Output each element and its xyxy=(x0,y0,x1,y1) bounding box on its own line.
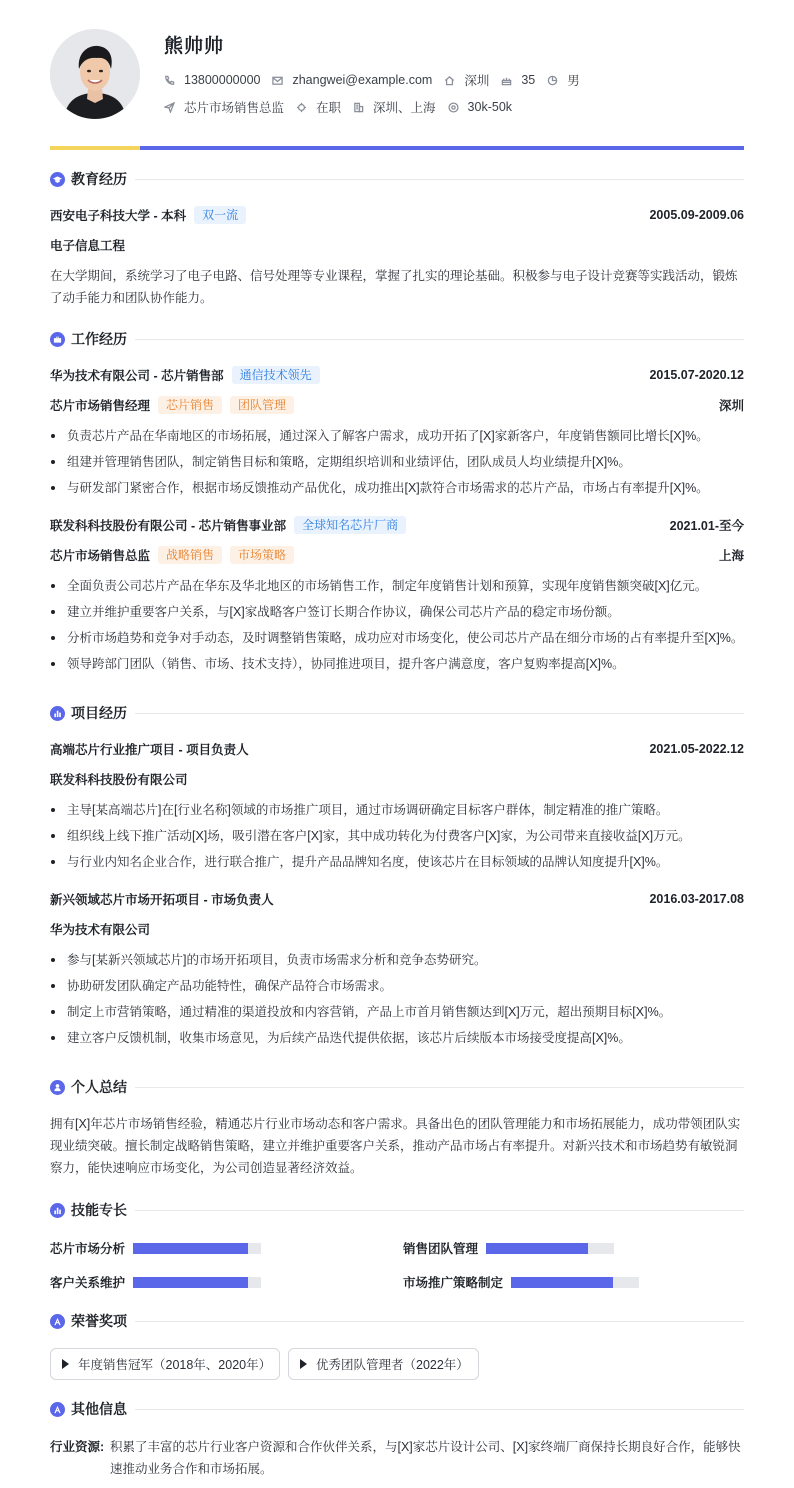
other-label: 行业资源: xyxy=(50,1440,105,1454)
section-title-text: 项目经历 xyxy=(71,705,127,721)
project-company-row xyxy=(50,770,744,788)
education-date: 2005.09-2009.06 xyxy=(649,208,744,222)
section-rule xyxy=(135,1210,744,1211)
project-header-row xyxy=(50,890,744,908)
summary-text: 拥有[X]年芯片市场销售经验，精通芯片行业市场动态和客户需求。具备出色的团队管理能力和市场拓展能力，成功带领团队实现业绩突破。擅长制定战略销售策略，建立并维护重要客户关系，推动产品市场占有率提升。对新兴技术和市场趋势有敏锐洞察力，能快速响应市场变化，为公司创造显著经济效益。 xyxy=(50,1117,741,1175)
cake-icon xyxy=(501,75,512,86)
list-item: 主导[某高端芯片]在[行业名称]领域的市场推广项目，通过市场调研确定目标客户群体，制定精准的推广策略。 xyxy=(50,797,744,823)
skill-bar-fill xyxy=(133,1277,248,1288)
major-name: 电子信息工程 xyxy=(50,239,126,253)
list-item: 参与[某新兴领域芯片]的市场开拓项目，负责市场需求分析和竞争态势研究。 xyxy=(50,947,744,973)
email-info xyxy=(272,73,432,87)
skill-item xyxy=(403,1239,614,1257)
city-info xyxy=(444,71,489,89)
list-item: 与研发部门紧密合作，根据市场反馈推动产品优化，成功推出[X]款符合市场需求的芯片产品，市场占有率提升[X]%。 xyxy=(50,475,744,501)
role-tag: 芯片销售 xyxy=(158,396,222,414)
list-item: 制定上市营销策略，通过精准的渠道投放和内容营销，产品上市首月销售额达到[X]万元，超出预期目标[X]%。 xyxy=(50,999,744,1025)
divider-blue xyxy=(140,146,744,150)
header-divider xyxy=(50,146,744,150)
job-role-row xyxy=(50,396,744,414)
other-text: 积累了丰富的芯片行业客户资源和合作伙伴关系，与[X]家芯片设计公司、[X]家终端厂商保持长期良好合作，能够快速推动业务合作和市场拓展。 xyxy=(110,1440,741,1476)
city-text: 深圳 xyxy=(464,74,490,88)
skill-item xyxy=(50,1273,261,1291)
status-info xyxy=(296,98,341,116)
briefcase-icon xyxy=(50,332,65,347)
bar-chart-icon xyxy=(50,1203,65,1218)
section-summary xyxy=(50,1077,744,1097)
skill-name: 市场推广策略制定 xyxy=(403,1276,504,1290)
section-rule xyxy=(135,1409,744,1410)
section-title-text: 个人总结 xyxy=(71,1079,127,1095)
section-skills xyxy=(50,1200,744,1220)
play-icon xyxy=(62,1359,69,1369)
school-tag: 双一流 xyxy=(194,206,246,224)
project-bullets xyxy=(50,947,744,1051)
project-name: 高端芯片行业推广项目 - 项目负责人 xyxy=(50,743,249,757)
skill-name: 销售团队管理 xyxy=(403,1242,479,1256)
company-name: 联发科科技股份有限公司 - 芯片销售事业部 xyxy=(50,519,287,533)
phone-icon xyxy=(164,75,175,86)
salary-text: 30k-50k xyxy=(467,100,513,114)
money-icon xyxy=(448,102,459,113)
job-header-row xyxy=(50,366,744,384)
skill-name: 芯片市场分析 xyxy=(50,1242,126,1256)
skill-bar xyxy=(133,1243,261,1254)
section-education xyxy=(50,169,744,189)
skill-name: 客户关系维护 xyxy=(50,1276,126,1290)
project-date: 2021.05-2022.12 xyxy=(649,742,744,756)
award-text: 年度销售冠军（2018年、2020年） xyxy=(78,1358,272,1372)
section-work xyxy=(50,329,744,349)
project-company-row xyxy=(50,920,744,938)
list-item: 与行业内知名企业合作，进行联合推广，提升产品品牌知名度，使该芯片在目标领域的品牌认知度提升[X]%。 xyxy=(50,849,744,875)
award-text: 优秀团队管理者（2022年） xyxy=(316,1358,469,1372)
job-role: 芯片市场销售总监 xyxy=(50,549,151,563)
gender-info xyxy=(547,71,580,89)
graduation-cap-icon xyxy=(50,172,65,187)
contact-row xyxy=(164,71,592,89)
avatar-portrait xyxy=(50,29,140,119)
project-company: 华为技术有限公司 xyxy=(50,923,151,937)
job-role: 芯片市场销售经理 xyxy=(50,399,151,413)
send-icon xyxy=(164,102,175,113)
target-city-text: 深圳、上海 xyxy=(373,101,436,115)
salary-info xyxy=(448,100,512,114)
job-location: 上海 xyxy=(718,549,744,563)
job-header-row xyxy=(50,516,744,534)
status-icon xyxy=(296,102,307,113)
mail-icon xyxy=(272,75,283,86)
position-info xyxy=(164,98,284,116)
gender-icon xyxy=(547,75,558,86)
skill-bar-fill xyxy=(133,1243,248,1254)
list-item: 建立并维护重要客户关系，与[X]家战略客户签订长期合作协议，确保公司芯片产品的稳定市场份额。 xyxy=(50,599,744,625)
company-tag: 通信技术领先 xyxy=(232,366,320,384)
building-icon xyxy=(353,102,364,113)
section-title-text: 其他信息 xyxy=(71,1401,127,1417)
list-item: 组织线上线下推广活动[X]场，吸引潜在客户[X]家，其中成功转化为付费客户[X]家，为公司带来直接收益[X]万元。 xyxy=(50,823,744,849)
job-bullets xyxy=(50,573,744,677)
project-bullets xyxy=(50,797,744,875)
list-item: 分析市场趋势和竞争对手动态，及时调整销售策略，成功应对市场变化，使公司芯片产品在细分市场的占有率提升至[X]%。 xyxy=(50,625,744,651)
list-item: 负责芯片产品在华南地区的市场拓展，通过深入了解客户需求，成功开拓了[X]家新客户，年度销售额同比增长[X]%。 xyxy=(50,423,744,449)
candidate-name: 熊帅帅 xyxy=(164,36,225,57)
target-city-info xyxy=(353,98,436,116)
section-title-text: 工作经历 xyxy=(71,331,127,347)
skill-bar xyxy=(133,1277,261,1288)
job-bullets xyxy=(50,423,744,501)
section-rule xyxy=(135,713,744,714)
section-projects xyxy=(50,703,744,723)
gender-text: 男 xyxy=(567,74,580,88)
section-title-text: 教育经历 xyxy=(71,171,127,187)
company-name: 华为技术有限公司 - 芯片销售部 xyxy=(50,369,224,383)
user-icon xyxy=(50,1080,65,1095)
age-info xyxy=(501,73,535,87)
company-tag: 全球知名芯片厂商 xyxy=(294,516,406,534)
list-item: 协助研发团队确定产品功能特性，确保产品符合市场需求。 xyxy=(50,973,744,999)
project-name: 新兴领域芯片市场开拓项目 - 市场负责人 xyxy=(50,893,274,907)
section-rule xyxy=(135,339,744,340)
school-name: 西安电子科技大学 - 本科 xyxy=(50,209,187,223)
job-location: 深圳 xyxy=(718,399,744,413)
section-honors xyxy=(50,1311,744,1331)
project-date: 2016.03-2017.08 xyxy=(649,892,744,906)
role-tag: 团队管理 xyxy=(230,396,294,414)
education-row xyxy=(50,206,744,224)
award-icon xyxy=(50,1314,65,1329)
section-rule xyxy=(135,1087,744,1088)
section-title-text: 技能专长 xyxy=(71,1202,127,1218)
phone-info xyxy=(164,73,260,87)
award-card xyxy=(288,1348,479,1380)
section-other xyxy=(50,1399,744,1419)
skill-bar-fill xyxy=(486,1243,588,1254)
age-text: 35 xyxy=(521,73,536,87)
award-card xyxy=(50,1348,280,1380)
position-text: 芯片市场销售总监 xyxy=(184,101,285,115)
job-date: 2015.07-2020.12 xyxy=(649,368,744,382)
other-info xyxy=(50,1436,744,1480)
section-rule xyxy=(135,1321,744,1322)
role-tag: 战略销售 xyxy=(158,546,222,564)
section-title-text: 荣誉奖项 xyxy=(71,1313,127,1329)
bar-chart-icon xyxy=(50,706,65,721)
phone-text: 13800000000 xyxy=(184,73,261,87)
avatar xyxy=(50,29,140,119)
job-intent-row xyxy=(164,98,524,116)
skill-bar xyxy=(486,1243,614,1254)
list-item: 建立客户反馈机制，收集市场意见，为后续产品迭代提供依据，该芯片后续版本市场接受度提高[X]%。 xyxy=(50,1025,744,1051)
role-tag: 市场策略 xyxy=(230,546,294,564)
home-icon xyxy=(444,75,455,86)
award-icon xyxy=(50,1402,65,1417)
resume-header xyxy=(50,29,744,121)
status-text: 在职 xyxy=(316,101,342,115)
list-item: 组建并管理销售团队，制定销售目标和策略，定期组织培训和业绩评估，团队成员人均业绩提升[X]%。 xyxy=(50,449,744,475)
project-company: 联发科科技股份有限公司 xyxy=(50,773,188,787)
major-row xyxy=(50,236,744,254)
skill-bar xyxy=(511,1277,639,1288)
job-role-row xyxy=(50,546,744,564)
skill-bar-fill xyxy=(511,1277,613,1288)
skill-item xyxy=(50,1239,261,1257)
list-item: 领导跨部门团队（销售、市场、技术支持），协同推进项目，提升客户满意度，客户复购率提高[X]%。 xyxy=(50,651,744,677)
divider-yellow xyxy=(50,146,140,150)
list-item: 全面负责公司芯片产品在华东及华北地区的市场销售工作，制定年度销售计划和预算，实现年度销售额突破[X]亿元。 xyxy=(50,573,744,599)
project-header-row xyxy=(50,740,744,758)
education-description: 在大学期间，系统学习了电子电路、信号处理等专业课程，掌握了扎实的理论基础。积极参与电子设计竞赛等实践活动，锻炼了动手能力和团队协作能力。 xyxy=(50,269,738,305)
job-date: 2021.01-至今 xyxy=(669,519,744,533)
skill-item xyxy=(403,1273,639,1291)
section-rule xyxy=(135,179,744,180)
email-text: zhangwei@example.com xyxy=(292,73,433,87)
play-icon xyxy=(300,1359,307,1369)
